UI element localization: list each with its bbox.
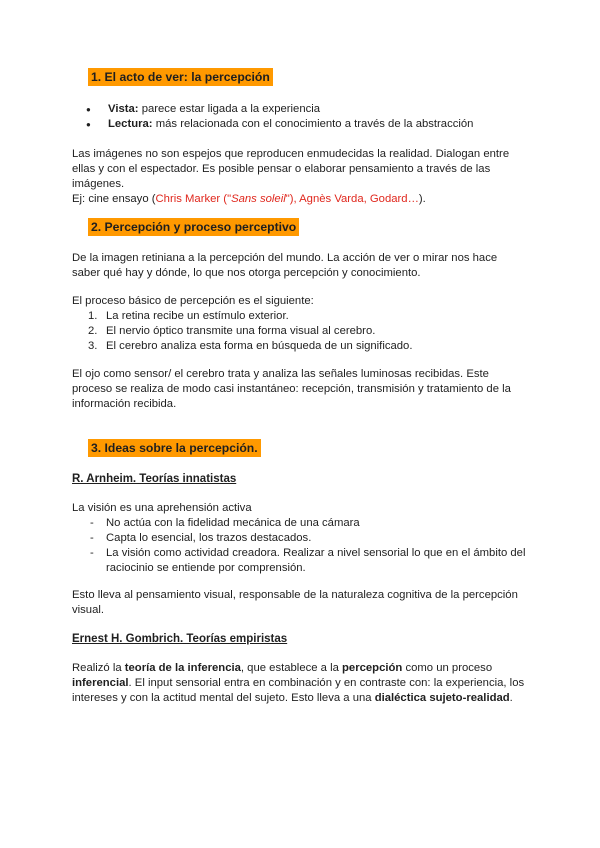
section-1-paragraph: Las imágenes no son espejos que reproducen enmudecidas la realidad. Dialogan entre ellas y con el espectador. Es posible pensar o elaborar pensamiento a través de las imágenes. Ej: cine ensayo (Chris Marker ("Sans soleil"), Agnès Varda, Godard…). — [72, 147, 528, 207]
section-2-heading — [88, 220, 544, 236]
section-1-heading-text: 1. El acto de ver: la percepción — [88, 68, 273, 86]
list-item: - No actúa con la fidelidad mecánica de una cámara — [72, 516, 528, 531]
section-1-heading — [88, 70, 544, 86]
example-line: Ej: cine ensayo (Chris Marker ("Sans soleil"), Agnès Varda, Godard…). — [72, 193, 426, 205]
list-item: 1. La retina recibe un estímulo exterior. — [88, 310, 289, 322]
section-2-process: El proceso básico de percepción es el siguiente: 1. La retina recibe un estímulo exterior. 2. El nervio óptico transmite una forma visual al cerebro. 3. El cerebro analiza esta forma en búsqueda de un significado. — [72, 294, 528, 354]
list-item: ● Vista: parece estar ligada a la experiencia — [72, 102, 528, 117]
list-item: ● Lectura: más relacionada con el conocimiento a través de la abstracción — [72, 117, 528, 132]
arnheim-outro: Esto lleva al pensamiento visual, responsable de la naturaleza cognitiva de la percepción visual. — [72, 589, 518, 616]
gombrich-title: Ernest H. Gombrich. Teorías empiristas — [72, 633, 288, 645]
gombrich-paragraph: Realizó la teoría de la inferencia, que establece a la percepción como un proceso inferencial. El input sensorial entra en combinación y en contraste con: la experiencia, los intereses y con la actitud mental del sujeto. Esto lleva a una dialéctica sujeto-realidad. — [72, 662, 525, 704]
list-item: 2. El nervio óptico transmite una forma visual al cerebro. — [88, 325, 376, 337]
section-2-paragraph-1: De la imagen retiniana a la percepción del mundo. La acción de ver o mirar nos hace saber qué hay y dónde, lo que nos otorga percepción y conocimiento. — [72, 252, 498, 279]
section-2-heading-text: 2. Percepción y proceso perceptivo — [88, 218, 299, 236]
arnheim-title: R. Arnheim. Teorías innatistas — [72, 473, 237, 485]
section-3-heading — [88, 441, 544, 457]
section-2-paragraph-3: El ojo como sensor/ el cerebro trata y analiza las señales luminosas recibidas. Este proceso se realiza de modo casi instantáneo: recepción, transmisión y tratamiento de la información recibida. — [72, 368, 511, 410]
list-item: 3. El cerebro analiza esta forma en búsqueda de un significado. — [88, 340, 413, 352]
list-item: - La visión como actividad creadora. Realizar a nivel sensorial lo que en el ámbito del raciocinio se entiende por comprensión. — [72, 546, 528, 576]
section-1-bullets — [72, 102, 528, 132]
list-item: - Capta lo esencial, los trazos destacados. — [72, 531, 528, 546]
arnheim-block: La visión es una aprehensión activa - No actúa con la fidelidad mecánica de una cámara - Capta lo esencial, los trazos destacados. - La visión como actividad creadora. Realizar a nivel sensorial lo que en el ámbito del raciocinio se entiende por comprensión. — [72, 501, 528, 576]
section-3-heading-text: 3. Ideas sobre la percepción. — [88, 439, 261, 457]
